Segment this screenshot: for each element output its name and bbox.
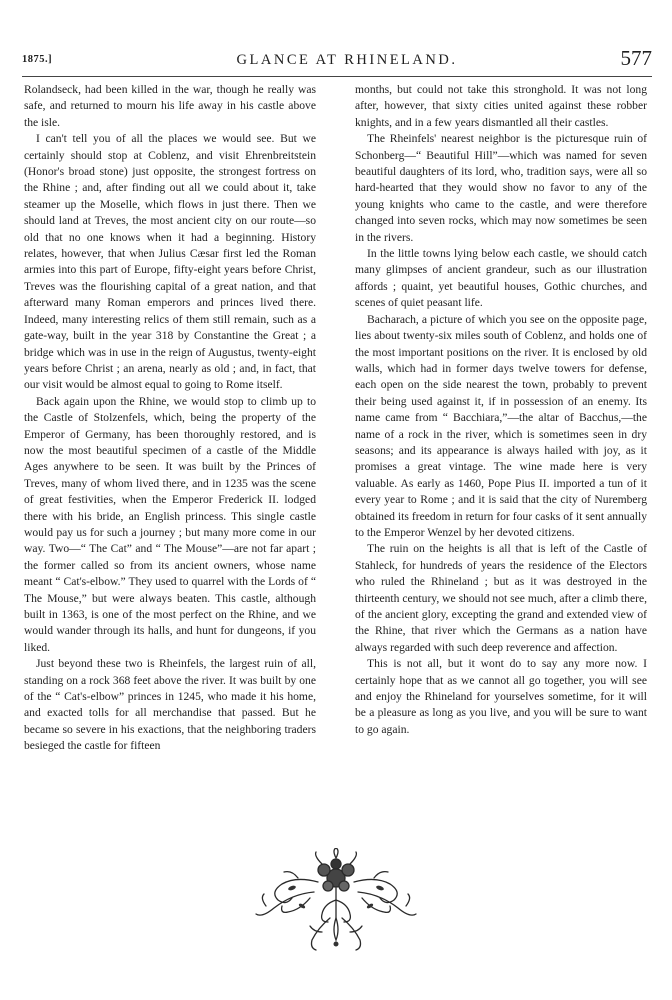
floral-tailpiece-ornament-icon (252, 848, 420, 954)
page-number: 577 (620, 46, 652, 70)
header-title: GLANCE AT RHINELAND. (236, 52, 458, 68)
header-rule (22, 76, 652, 77)
paragraph: Rolandseck, had been killed in the war, though he really was safe, and returned to mourn his life away in his castle above the isle. (24, 83, 316, 129)
paragraph: This is not all, but it wont do to say any more now. I certainly hope that as we cannot all go together, you will see and enjoy the Rhineland for yourselves sometime, for it will be a pleasure as long as you live, and you will be sure to want to go again. (355, 657, 647, 736)
paragraph: Just beyond these two is Rheinfels, the largest ruin of all, standing on a rock 368 feet above the river. It was built by one of the “ Cat's-elbow” princes in 1245, who made it his home, and exacted tolls for all merchandise that passed. But he became so severe in his exactions, that the neighboring traders besieged the castle for fifteen (24, 657, 316, 753)
text-column-left (24, 82, 316, 755)
paragraph: Bacharach, a picture of which you see on the opposite page, lies about twenty-six miles south of Coblenz, and holds one of the most important positions on the river. It is enclosed by old walls, which had in former days twelve towers for defense, each open on the side nearest the town, probably to prevent their being used against it, if in possession of an enemy. Its name came from “ Bacchiara,”—the altar of Bacchus,—the name of a rock in the river, which is sometimes seen in dry seasons; and its appearance is always hailed with joy, as it promises a great vintage. The wine made here is very valuable. As early as 1460, Pope Pius II. imported a tun of it every year to Rome ; and it is said that the city of Nuremberg obtained its freedom in return for four casks of it sent annually to the Emperor Wenzel by her devoted citizens. (355, 312, 647, 539)
paragraph: The Rheinfels' nearest neighbor is the picturesque ruin of Schonberg—“ Beautiful Hill”—which was named for seven beautiful daughters of its lord, who, tradition says, were all so hard-hearted that they would show no favor to any of the young knights who came to the castle, and were therefore changed into seven rocks, which may now sometimes be seen in the rivers. (355, 132, 647, 244)
paragraph: I can't tell you of all the places we would see. But we certainly should stop at Coblenz, and visit Ehrenbreitstein (Honor's broad stone) just opposite, the strongest fortress on the Rhine ; and, after finding out all we could about it, take steamer up the Moselle, which flows in just there. Then we should land at Treves, the most ancient city on our route—so old that no one knows when it had a beginning. History relates, however, that when Julius Cæsar first led the Roman armies into this part of Europe, fifty-eight years before Christ, Treves was the flourishing capital of a great nation, and that afterward many Roman emperors and princes lived there. Indeed, many interesting relics of them still remain, such as a gate-way, built in the year 318 by Constantine the Great ; a bridge which was in use in the reign of Augustus, twenty-eight years before Christ ; an arena, nearly as old ; and, in fact, that our visit would be almost equal to going to Rome itself. (24, 132, 316, 392)
header-year: 1875.] (22, 54, 53, 65)
paragraph: In the little towns lying below each castle, we should catch many glimpses of ancient grandeur, such as our illustration affords ; quaint, yet beautiful houses, Gothic churches, and scenes of quiet peasant life. (355, 247, 647, 310)
running-header (22, 46, 652, 72)
text-column-right (355, 82, 647, 738)
paragraph: months, but could not take this stronghold. It was not long after, however, that sixty cities united against these robber knights, and in a few years dismantled all their castles. (355, 83, 647, 129)
paragraph: The ruin on the heights is all that is left of the Castle of Stahleck, for hundreds of years the residence of the Electors who ruled the Rhineland ; but as it was destroyed in the thirteenth century, we should not see much, after a climb there, of the ancient glory, excepting the grand and extended view of the Rhine, that river which the Germans as a nation have always regarded with such deep reverence and affection. (355, 542, 647, 654)
paragraph: Back again upon the Rhine, we would stop to climb up to the Castle of Stolzenfels, which, being the property of the Emperor of Germany, has been thoroughly restored, and is now the most beautiful specimen of a castle of the Middle Ages anywhere to be seen. It was built by the Princes of Treves, many of whom lived there, and in 1235 was the scene of great festivities, when the Emperor Frederick II. lodged there with his bride, an English princess. This single castle would pay us for such a journey ; but many more come in our way. Two—“ The Cat” and “ The Mouse”—are not far apart ; the former called so from its ancient owners, whose name meant “ Cat's-elbow.” They used to quarrel with the Lords of “ The Mouse,” but were always beaten. This castle, although built in 1363, is one of the most perfect on the Rhine, and we would wander through its halls, and hunt for dungeons, if you liked. (24, 394, 316, 654)
